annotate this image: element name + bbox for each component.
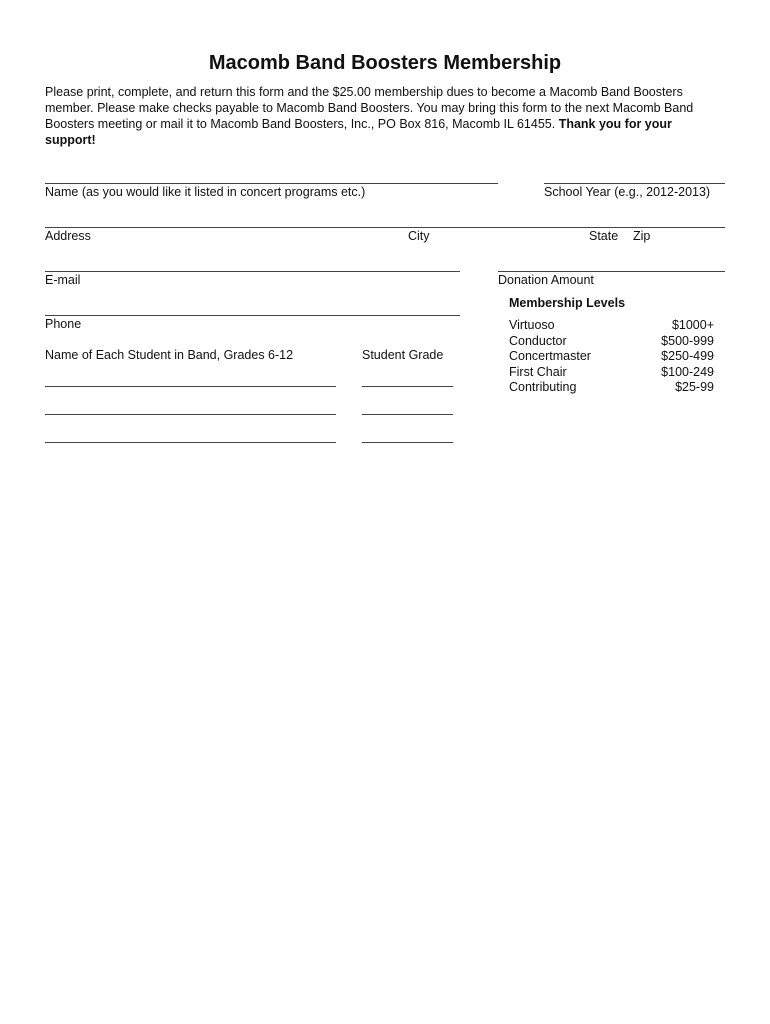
membership-level-name: Concertmaster: [509, 349, 591, 363]
donation-label: Donation Amount: [498, 273, 594, 287]
donation-field-line[interactable]: [498, 271, 725, 272]
students-label: Name of Each Student in Band, Grades 6-12: [45, 348, 294, 362]
address-label: Address: [45, 229, 91, 243]
membership-level-name: Contributing: [509, 380, 577, 394]
page-title: Macomb Band Boosters Membership: [208, 52, 562, 74]
name-label: Name (as you would like it listed in concert programs etc.): [45, 185, 366, 199]
intro-text: Please print, complete, and return this form and the $25.00 membership dues to become a Macomb Band Boosters member. Please make checks payable to Macomb Band Boosters. You may bring this form to the next Macomb Band Boosters meeting or mail it to Macomb Band Boosters, Inc., PO Box 816, Macomb IL 61455.: [45, 85, 694, 131]
zip-label: Zip: [633, 229, 651, 243]
address-field-line[interactable]: [45, 227, 725, 228]
membership-level-name: First Chair: [509, 364, 567, 379]
membership-level-amount: $500-999: [661, 333, 714, 348]
membership-level-name: Virtuoso: [509, 318, 555, 332]
membership-level-amount: $1000+: [671, 318, 714, 332]
membership-level-amount: $250-499: [661, 349, 714, 363]
email-label: E-mail: [45, 273, 81, 287]
school-year-field-line[interactable]: [544, 183, 725, 184]
student-name-line-2[interactable]: [45, 414, 336, 415]
city-label: City: [408, 229, 430, 243]
membership-level-amount: $25-99: [675, 380, 714, 394]
intro-thanks: Thank you for your support!: [45, 117, 672, 147]
phone-field-line[interactable]: [45, 315, 460, 316]
name-field-line[interactable]: [45, 183, 498, 184]
phone-label: Phone: [45, 317, 82, 331]
student-grade-line-2[interactable]: [362, 414, 453, 415]
intro-paragraph: [45, 84, 710, 148]
student-name-line-3[interactable]: [45, 442, 336, 443]
email-field-line[interactable]: [45, 271, 460, 272]
student-grade-label: Student Grade: [362, 348, 444, 362]
student-grade-line-3[interactable]: [362, 442, 453, 443]
membership-levels-title: Membership Levels: [509, 296, 626, 310]
school-year-label: School Year (e.g., 2012-2013): [544, 185, 711, 199]
membership-level-name: Conductor: [509, 333, 567, 348]
membership-level-amount: $100-249: [661, 364, 714, 379]
state-label: State: [589, 229, 619, 243]
student-grade-line-1[interactable]: [362, 386, 453, 387]
student-name-line-1[interactable]: [45, 386, 336, 387]
